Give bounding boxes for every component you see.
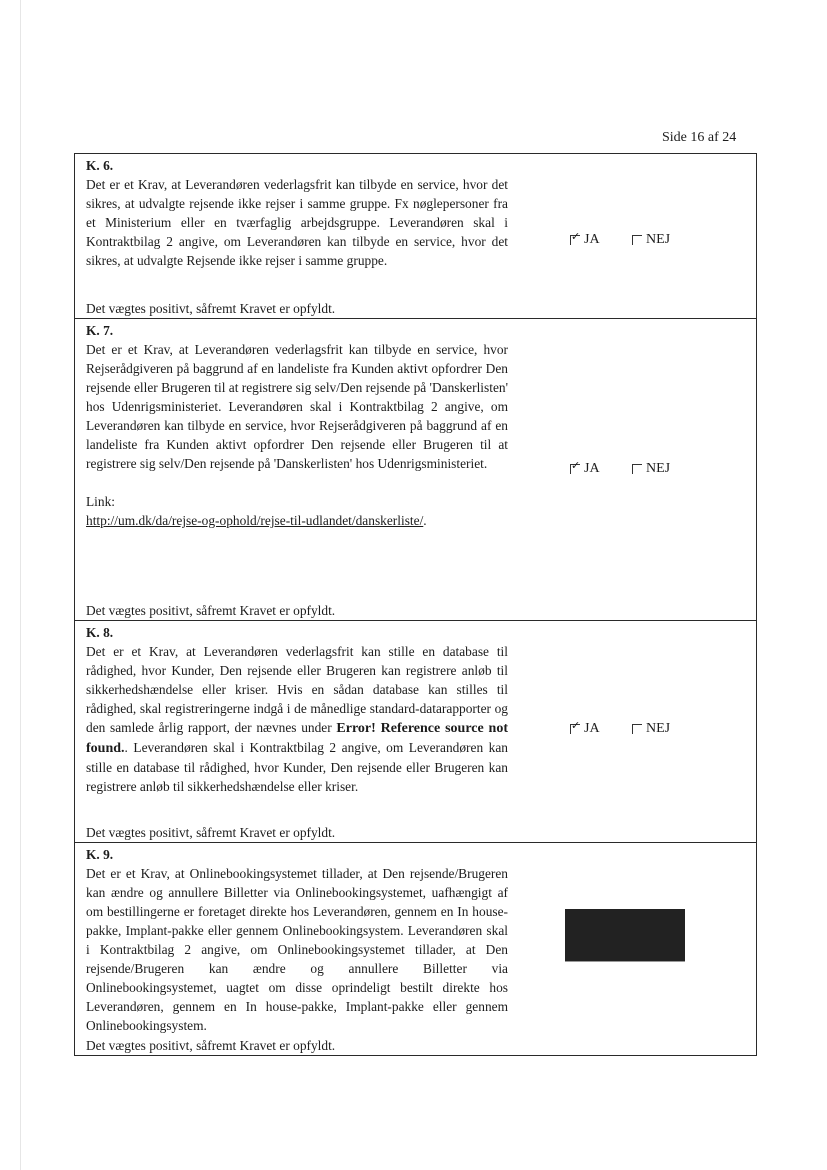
scan-edge-line bbox=[20, 0, 21, 1170]
requirement-text bbox=[86, 156, 508, 270]
requirement-text bbox=[86, 623, 508, 796]
requirement-body: Det er et Krav, at Leverandøren vederlagsfrit kan tilbyde en service, hvor Rejserådgiveren på baggrund af en landeliste fra Kunden aktivt opfordrer Den rejsende eller Brugeren til at registrere sig selv/Den rejsende på 'Danskerlisten' hos Udenrigsministeriet. Leverandøren skal i Kontraktbilag 2 angive, om Leverandøren kan tilbyde en service, hvor Rejserådgiveren på baggrund af en landeliste fra Kunden aktivt opfordrer Den rejsende eller Brugeren til at registrere sig selv/Den rejsende på 'Danskerlisten' hos Udenrigsministeriet. bbox=[86, 342, 509, 471]
nej-label: NEJ bbox=[646, 232, 671, 247]
checkmark-icon: ✓ bbox=[571, 230, 581, 243]
nej-label: NEJ bbox=[646, 461, 671, 476]
checkbox-box bbox=[570, 459, 581, 474]
weighting-note: Det vægtes positivt, såfremt Kravet er opfyldt. bbox=[86, 825, 336, 840]
requirement-text bbox=[86, 321, 508, 530]
nej-label: NEJ bbox=[646, 721, 671, 736]
requirement-id: K. 6. bbox=[86, 158, 114, 173]
requirement-body bbox=[86, 642, 508, 796]
weighting-note: Det vægtes positivt, såfremt Kravet er opfyldt. bbox=[86, 603, 336, 618]
link-label: Link: bbox=[86, 494, 116, 509]
requirement-row-k8 bbox=[75, 620, 756, 842]
broken-reference-error: Error! Reference source not found. bbox=[86, 721, 509, 756]
ja-checkbox[interactable] bbox=[570, 461, 600, 477]
requirement-text bbox=[86, 845, 508, 1035]
requirement-row-k7 bbox=[75, 318, 756, 620]
link-suffix: . bbox=[423, 513, 427, 528]
checkbox-box bbox=[632, 235, 642, 245]
requirement-id: K. 7. bbox=[86, 323, 114, 338]
ja-label: JA bbox=[584, 232, 600, 247]
page-number: Side 16 af 24 bbox=[662, 130, 737, 145]
requirement-body: Det er et Krav, at Leverandøren vederlagsfrit kan tilbyde en service, hvor det sikres, at udvalgte rejsende ikke rejser i samme gruppe. Fx nøglepersoner fra et Ministerium eller en tværfaglig arbejdsgruppe. Leverandøren skal i Kontraktbilag 2 angive, om Leverandøren kan tilbyde en service, hvor det sikres, at udvalgte Rejsende ikke rejser i samme gruppe. bbox=[86, 177, 508, 268]
ja-checkbox[interactable] bbox=[570, 721, 600, 737]
ja-label: JA bbox=[584, 461, 600, 476]
checkmark-icon: ✓ bbox=[571, 459, 581, 472]
requirement-row-k6 bbox=[75, 154, 756, 318]
requirement-id: K. 8. bbox=[86, 625, 114, 640]
requirement-body: Det er et Krav, at Onlinebookingsystemet tillader, at Den rejsende/Brugeren kan ændre og annullere Billetter via Onlinebookingsystemet, uafhængigt af om bestillingerne er foretaget direkte hos Leverandøren, gennem en In house-pakke, Implant-pakke eller gennem Onlinebookingsystem. Leverandøren skal i Kontraktbilag 2 angive, om Onlinebookingsystemet tillader, at Den rejsende/Brugeren kan ændre og annullere Billetter via Onlinebookingsystemet, uagtet om disse oprindeligt bestilt direkte hos Leverandøren, gennem en In house-pakke, Implant-pakke eller gennem Onlinebookingsystem. bbox=[86, 866, 508, 1033]
weighting-note: Det vægtes positivt, såfremt Kravet er opfyldt. bbox=[86, 301, 336, 316]
nej-checkbox[interactable] bbox=[632, 232, 670, 248]
checkbox-box bbox=[632, 724, 642, 734]
nej-checkbox[interactable] bbox=[632, 721, 670, 737]
requirement-id: K. 9. bbox=[86, 847, 114, 862]
ja-checkbox[interactable] bbox=[570, 232, 600, 248]
body-after-reference: . Leverandøren skal i Kontraktbilag 2 angive, om Leverandøren kan stille en database til rådighed, hvor Kunder, Den rejsende eller Brugeren kan registrere anløb til sikkerhedshændelse eller kriser. bbox=[86, 740, 508, 794]
redaction-block bbox=[565, 909, 685, 962]
checkmark-icon: ✓ bbox=[571, 719, 581, 732]
requirements-table bbox=[74, 153, 757, 1056]
checkbox-box bbox=[570, 230, 581, 245]
checkbox-box bbox=[632, 464, 642, 474]
nej-checkbox[interactable] bbox=[632, 461, 670, 477]
requirement-row-k9 bbox=[75, 842, 756, 1055]
danskerliste-link[interactable]: http://um.dk/da/rejse-og-ophold/rejse-til-udlandet/danskerliste/ bbox=[86, 513, 424, 528]
body-before-reference: Det er et Krav, at Leverandøren vederlagsfrit kan stille en database til rådighed, hvor Kunder, Den rejsende eller Brugeren kan registrere anløb til sikkerhedshændelse eller kriser. Hvis en sådan database kan stilles til rådighed, skal registreringerne indgå i de månedlige standard-datarapporter og den samlede årlig rapport, der nævnes under bbox=[86, 644, 508, 735]
link-line bbox=[86, 511, 508, 530]
ja-label: JA bbox=[584, 721, 600, 736]
checkbox-box bbox=[570, 719, 581, 734]
weighting-note: Det vægtes positivt, såfremt Kravet er opfyldt. bbox=[86, 1038, 336, 1053]
